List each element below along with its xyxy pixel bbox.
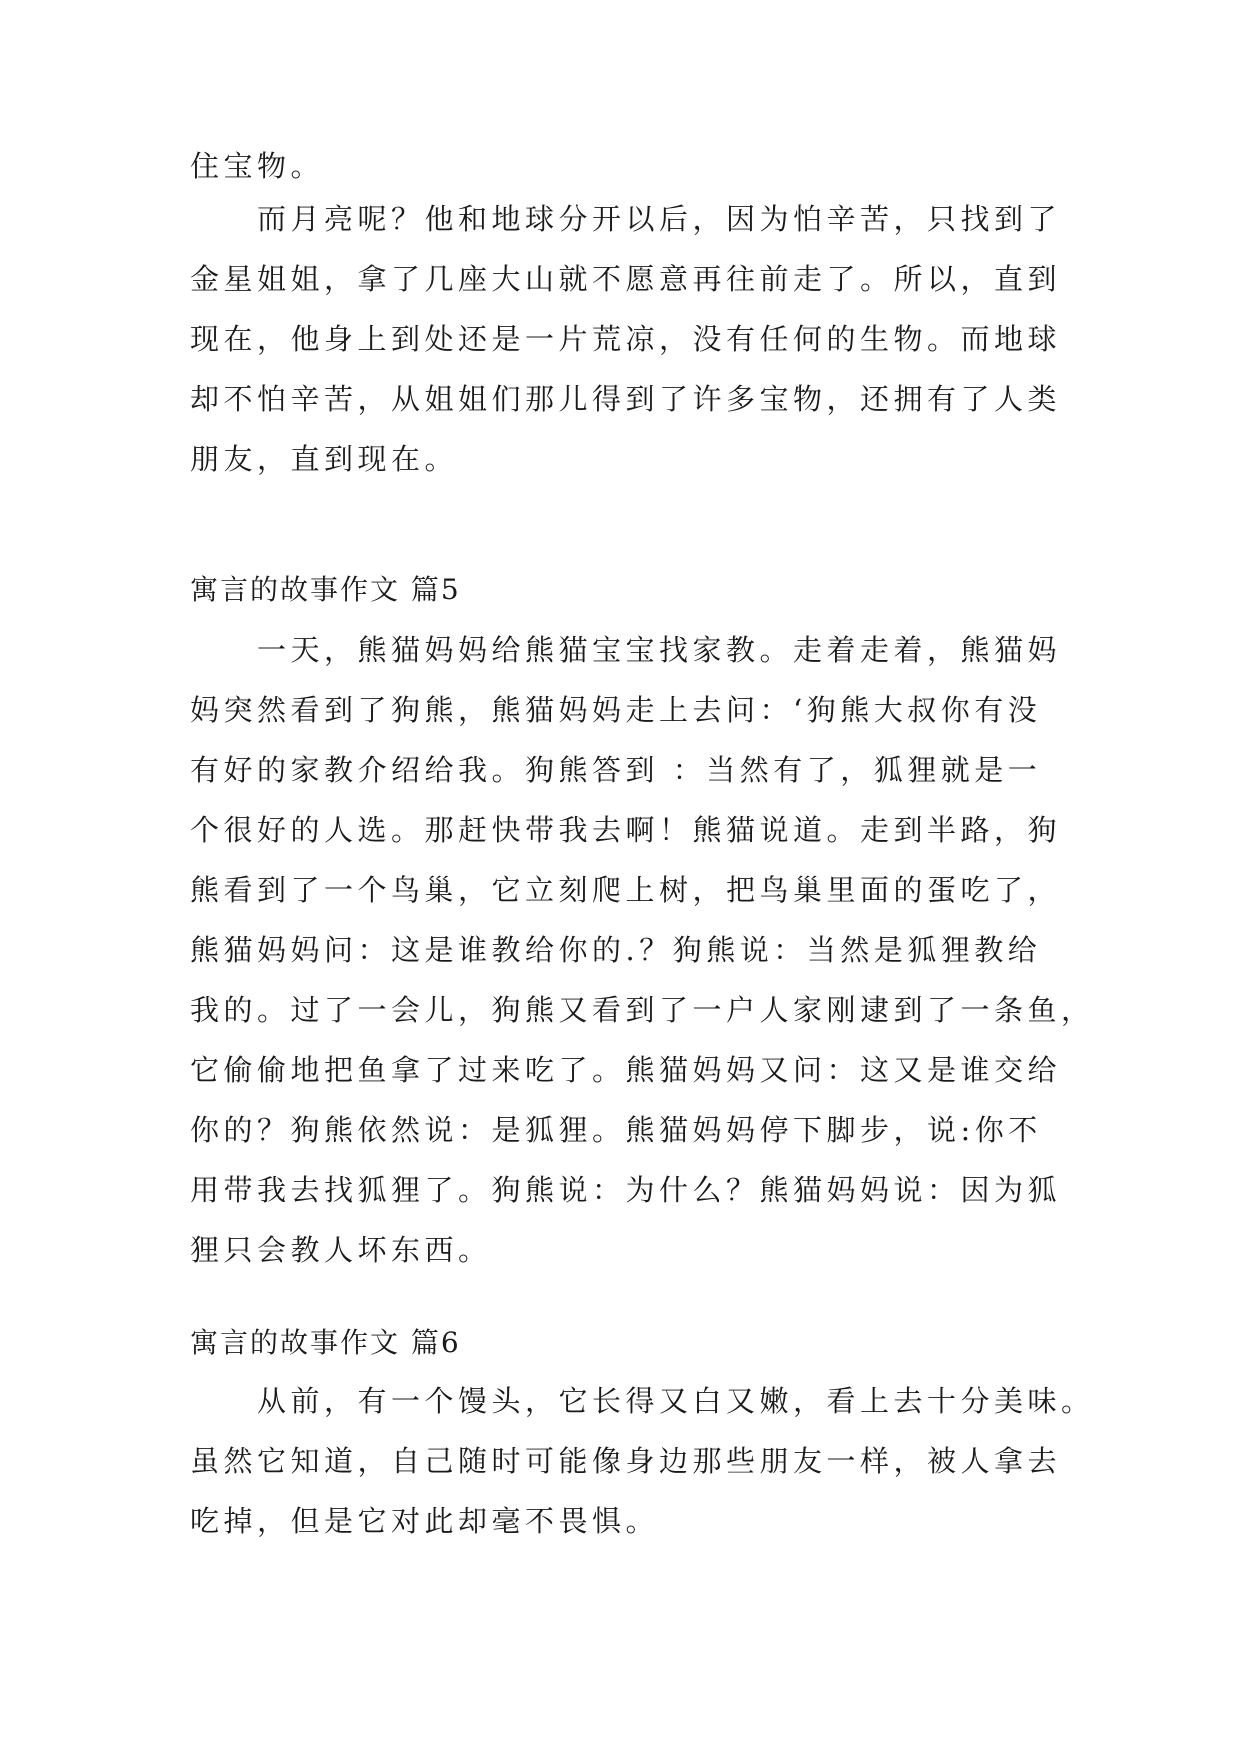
text-line: 你的？狗熊依然说：是狐狸。熊猫妈妈停下脚步，说:你不 — [190, 1113, 1042, 1147]
text-line: 狸只会教人坏东西。 — [190, 1233, 492, 1267]
text-line: 住宝物。 — [190, 149, 325, 183]
text-line: 它偷偷地把鱼拿了过来吃了。熊猫妈妈又问：这又是谁交给 — [190, 1053, 1062, 1087]
text-line: 用带我去找狐狸了。狗熊说：为什么？熊猫妈妈说：因为狐 — [190, 1173, 1062, 1207]
text-line: 我的。过了一会儿，狗熊又看到了一户人家刚逮到了一条鱼， — [190, 993, 1095, 1027]
section-heading-5 — [190, 560, 1060, 620]
section-heading-6 — [190, 1313, 1060, 1373]
paragraph-mantou-story — [190, 1371, 1095, 1551]
text-line: 而月亮呢？他和地球分开以后，因为怕辛苦，只找到了 — [257, 202, 1062, 236]
text-line: 吃掉，但是它对此却毫不畏惧。 — [190, 1504, 660, 1538]
text-line: 妈突然看到了狗熊，熊猫妈妈走上去问：‘狗熊大叔你有没 — [190, 693, 1042, 727]
paragraph-continuation — [190, 136, 1060, 196]
text-line: 金星姐姐，拿了几座大山就不愿意再往前走了。所以，直到 — [190, 262, 1062, 296]
text-line: 却不怕辛苦，从姐姐们那儿得到了许多宝物，还拥有了人类 — [190, 382, 1062, 416]
text-line: 从前，有一个馒头，它长得又白又嫩，看上去十分美味。 — [257, 1384, 1095, 1418]
text-line: 熊猫妈妈问：这是谁教给你的.？狗熊说：当然是狐狸教给 — [190, 933, 1042, 967]
text-line: 熊看到了一个鸟巢，它立刻爬上树，把鸟巢里面的蛋吃了， — [190, 873, 1062, 907]
text-line: 一天，熊猫妈妈给熊猫宝宝找家教。走着走着，熊猫妈 — [257, 633, 1062, 667]
paragraph-panda-story — [190, 620, 1095, 1280]
text-line: 个很好的人选。那赶快带我去啊！熊猫说道。走到半路，狗 — [190, 813, 1062, 847]
text-line: 虽然它知道，自己随时可能像身边那些朋友一样，被人拿去 — [190, 1444, 1062, 1478]
heading-text: 寓言的故事作文 篇6 — [190, 1326, 461, 1359]
heading-text: 寓言的故事作文 篇5 — [190, 573, 461, 606]
text-line: 现在，他身上到处还是一片荒凉，没有任何的生物。而地球 — [190, 322, 1062, 356]
paragraph-moon-earth — [190, 189, 1060, 489]
text-line: 有好的家教介绍给我。狗熊答到 ：当然有了，狐狸就是一 — [190, 753, 1042, 787]
text-line: 朋友，直到现在。 — [190, 442, 459, 476]
